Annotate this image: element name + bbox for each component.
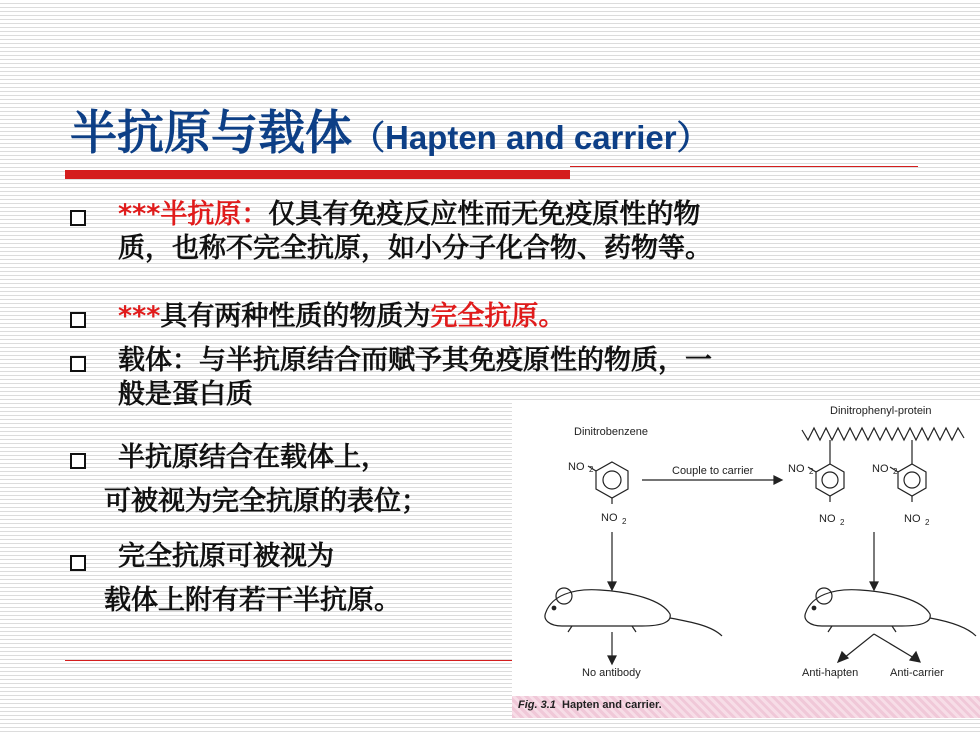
bullet-text-segment: 具有两种性质的物质为: [160, 301, 431, 332]
title-english: （Hapten and carrier）: [352, 119, 710, 156]
label-no2-2: NO: [601, 512, 618, 524]
label-no2-1-sub: 2: [589, 465, 594, 474]
hapten-carrier-figure: [512, 400, 980, 718]
label-no2-5: NO: [872, 463, 889, 475]
title-underline-bar: [65, 170, 570, 179]
label-no-antibody: No antibody: [582, 667, 641, 679]
dinitrobenzene-ring-icon: [588, 462, 628, 504]
label-no2-6: NO: [904, 513, 921, 525]
label-dinitrophenyl-protein: Dinitrophenyl-protein: [830, 405, 932, 417]
bullet-checkbox-icon: [70, 453, 86, 469]
label-couple-to-carrier: Couple to carrier: [672, 465, 754, 477]
caption-fig-number: Fig. 3.1: [518, 699, 556, 711]
bullet-4-line-2: [104, 485, 428, 519]
label-no2-4: NO: [819, 513, 836, 525]
title-underline-thin: [570, 166, 918, 167]
bullet-1-line-2: [118, 232, 712, 266]
bullet-text-segment: 可被视为完全抗原的表位；: [104, 486, 428, 517]
bullet-1-line-1: [118, 198, 700, 232]
bullet-text-segment: 质，也称不完全抗原，如小分子化合物、药物等。: [118, 233, 712, 264]
bullet-checkbox-icon: [70, 210, 86, 226]
bullet-2-line-1: [118, 300, 565, 334]
mouse-icon-right: [805, 588, 976, 636]
figure-diagram: [512, 400, 980, 718]
label-dinitrobenzene: Dinitrobenzene: [574, 426, 648, 438]
caption-text: Hapten and carrier.: [562, 699, 662, 711]
bullet-text-segment: 仅具有免疫反应性而无免疫原性的物: [268, 199, 701, 230]
mouse-icon-left: [545, 588, 722, 636]
bullet-text-segment: 载体：与半抗原结合而赋予其免疫原性的物质，一: [118, 345, 712, 376]
label-no2-1: NO: [568, 461, 585, 473]
bullet-text-segment: ***: [118, 301, 161, 332]
figure-caption: [518, 699, 662, 711]
slide-title: [70, 96, 710, 163]
label-no2-3: NO: [788, 463, 805, 475]
bottom-divider: [65, 660, 515, 661]
bullet-3-line-2: [118, 378, 253, 412]
bullet-text-segment: 半抗原结合在载体上，: [118, 442, 388, 473]
label-anti-hapten: Anti-hapten: [802, 667, 859, 679]
bullet-text-segment: 完全抗原可被视为: [118, 541, 334, 572]
bullet-checkbox-icon: [70, 312, 86, 328]
label-no2-2-sub: 2: [622, 517, 627, 526]
label-no2-5-sub: 2: [893, 467, 898, 476]
bullet-text-segment: 载体上附有若干半抗原。: [104, 585, 401, 616]
bullet-4-line-1: [118, 441, 388, 475]
label-no2-6-sub: 2: [925, 518, 930, 527]
bullet-5-line-2: [104, 584, 401, 618]
protein-chain-icon: [802, 428, 964, 440]
figure-caption-bar: [512, 696, 980, 718]
bullet-text-segment: 完全抗原。: [430, 301, 566, 332]
bullet-text-segment: ***半抗原：: [118, 199, 269, 230]
label-anti-carrier: Anti-carrier: [890, 667, 944, 679]
bullet-text-segment: 般是蛋白质: [118, 379, 253, 410]
bullet-5-line-1: [118, 540, 334, 574]
label-no2-4-sub: 2: [840, 518, 845, 527]
bullet-checkbox-icon: [70, 555, 86, 571]
bullet-3-line-1: [118, 344, 712, 378]
label-no2-3-sub: 2: [809, 467, 814, 476]
title-chinese: 半抗原与载体: [70, 106, 352, 161]
bullet-checkbox-icon: [70, 356, 86, 372]
